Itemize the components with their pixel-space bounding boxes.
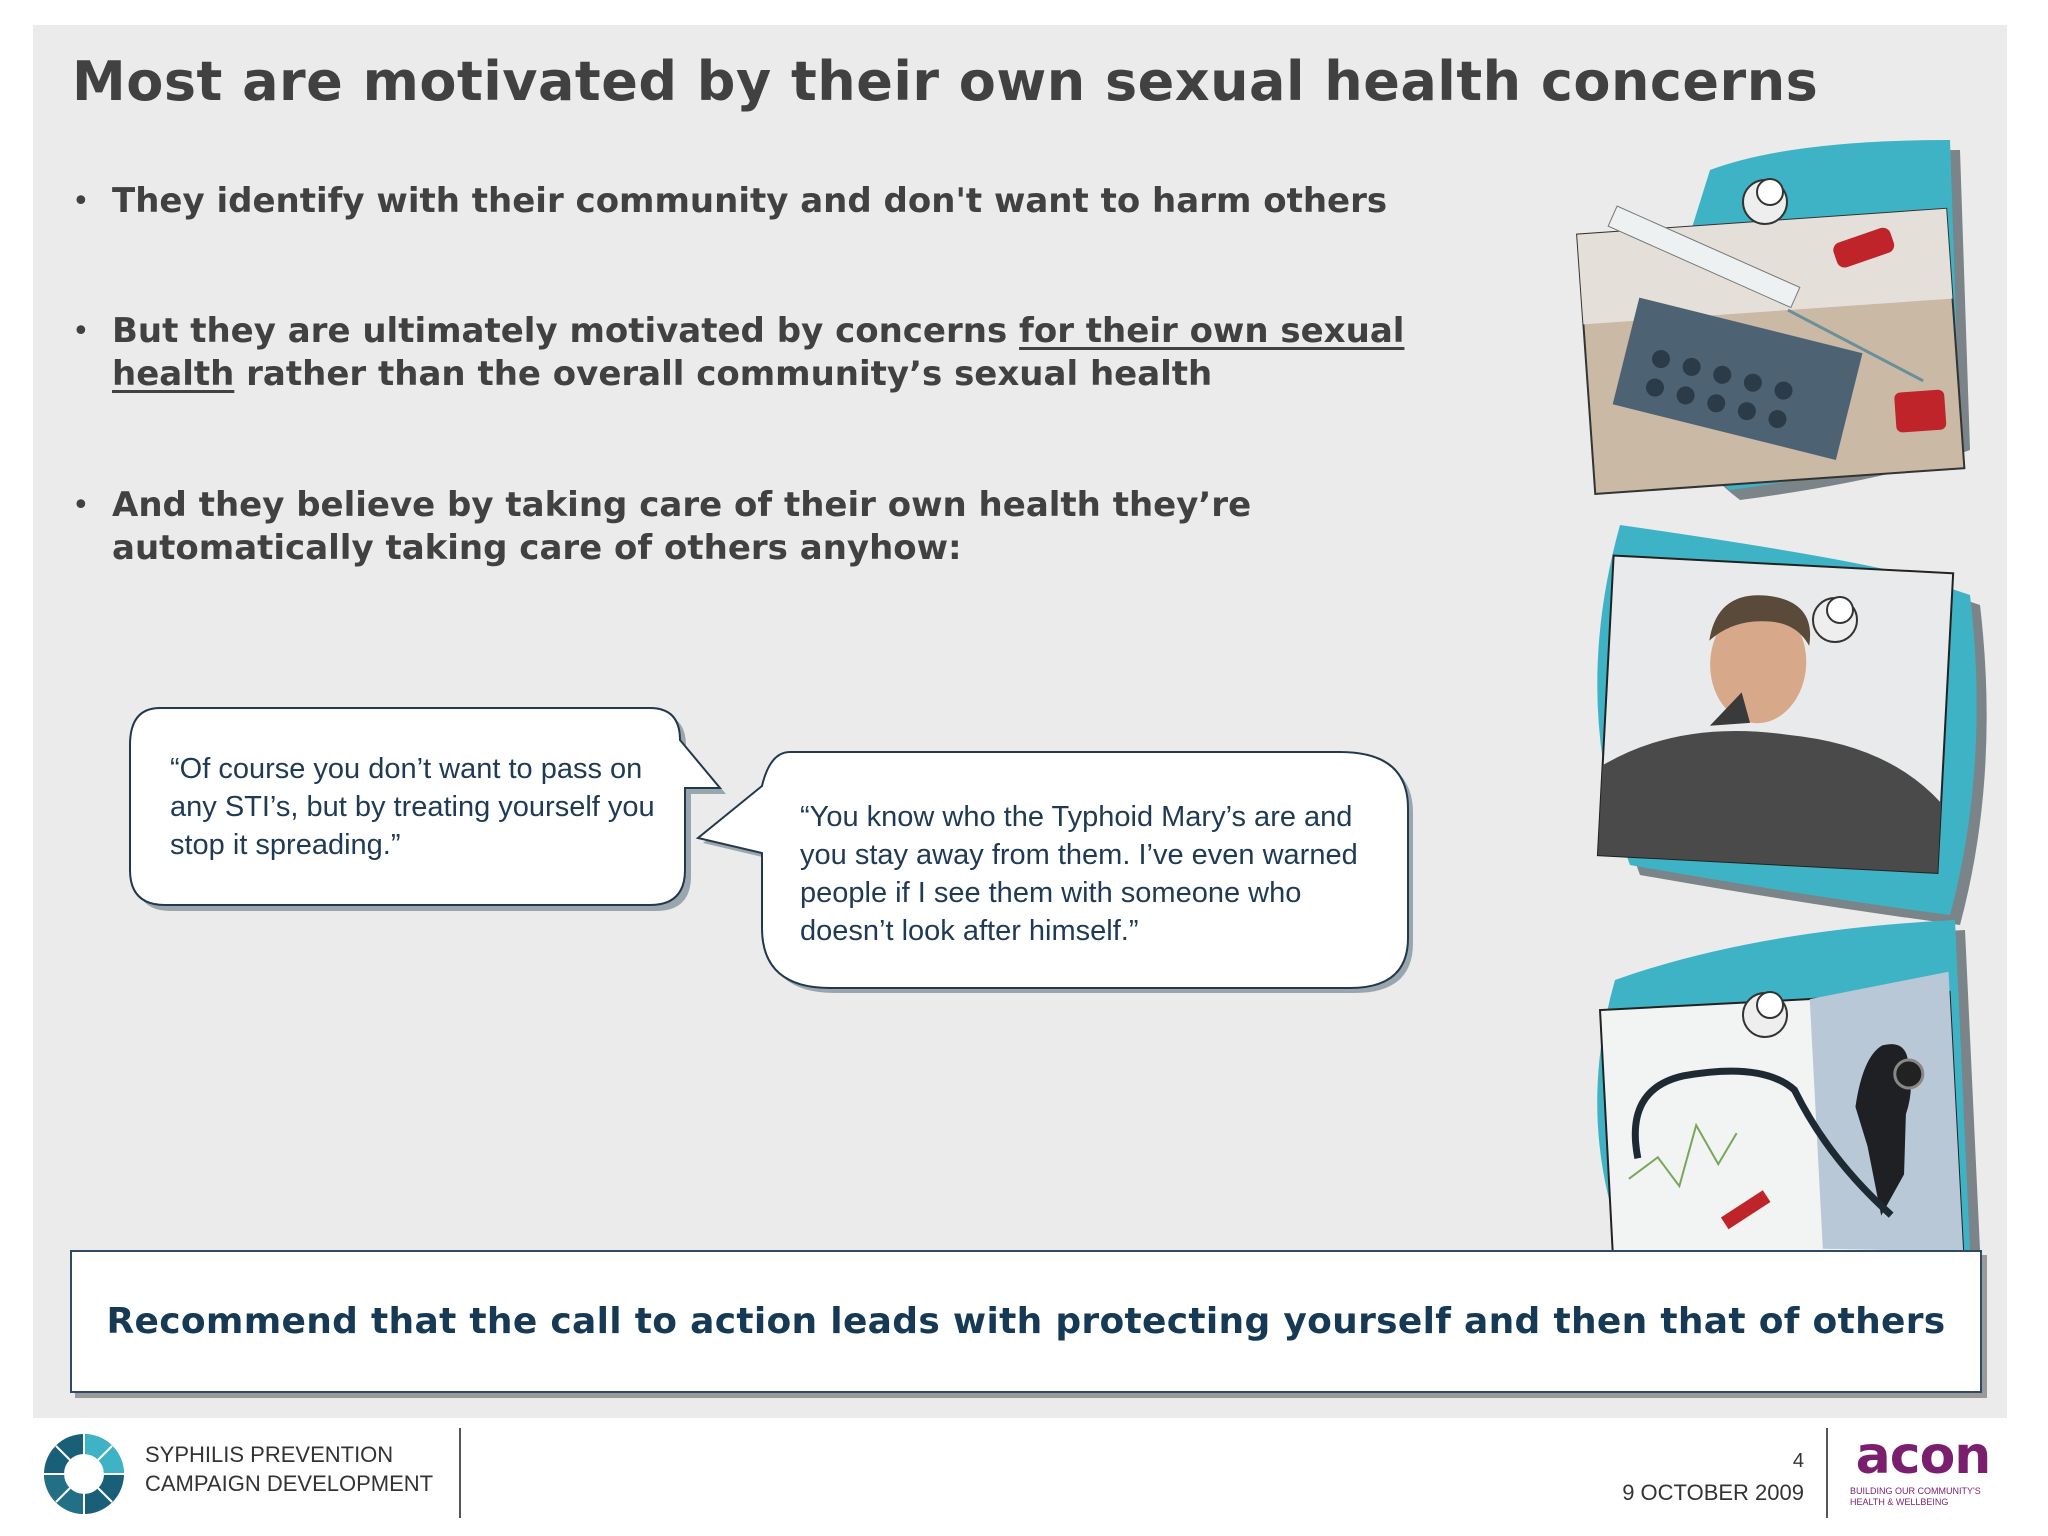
quote-1: “Of course you don’t want to pass on any STI’s, but by treating yourself you stop it spreading.” [170, 753, 655, 861]
footer-date: 9 OCTOBER 2009 [1622, 1480, 1804, 1505]
quote-2: “You know who the Typhoid Mary’s are and you stay away from them. I’ve even warned people if I see them with someone who doesn’t look after himself.” [800, 801, 1358, 947]
footer-divider [1826, 1428, 1828, 1518]
bullet-text-underlined: for their own sexual health [112, 311, 1405, 394]
photo-stethoscope [1565, 920, 2005, 1250]
bullet-text: And they believe by taking care of their own health they’re automatically taking care of others anyhow: [112, 485, 1252, 568]
slide-title: Most are motivated by their own sexual health concerns [72, 50, 1819, 113]
footer-line-1: SYPHILIS PREVENTION [145, 1442, 394, 1467]
bullet-list [72, 180, 1452, 570]
bullet-dot: • [72, 184, 90, 219]
acon-logo: acon [1855, 1426, 1991, 1486]
footer-line-2: CAMPAIGN DEVELOPMENT [145, 1471, 434, 1496]
footer-divider [459, 1428, 461, 1518]
bullet-text: rather than the overall community’s sexual health [234, 354, 1213, 394]
campaign-logo-icon [44, 1434, 124, 1514]
bullet-dot: • [72, 488, 90, 523]
recommendation-text: Recommend that the call to action leads with protecting yourself and then that of others [106, 1301, 1946, 1342]
acon-tagline: BUILDING OUR COMMUNITY'S HEALTH & WELLBEING [1850, 1486, 1981, 1507]
photo-man [1560, 525, 2000, 945]
photo-syringe-pills [1560, 140, 2000, 530]
footer-campaign-title [145, 1440, 433, 1498]
page-number: 4 [1792, 1450, 1804, 1472]
bullet-item [72, 180, 1452, 223]
bullet-text: But they are ultimately motivated by concerns [112, 311, 1020, 351]
bullet-item [72, 310, 1452, 396]
bullet-dot: • [72, 314, 90, 349]
bullet-item [72, 484, 1452, 570]
bullet-text: They identify with their community and don't want to harm others [112, 181, 1388, 221]
recommendation-box [70, 1250, 1982, 1393]
